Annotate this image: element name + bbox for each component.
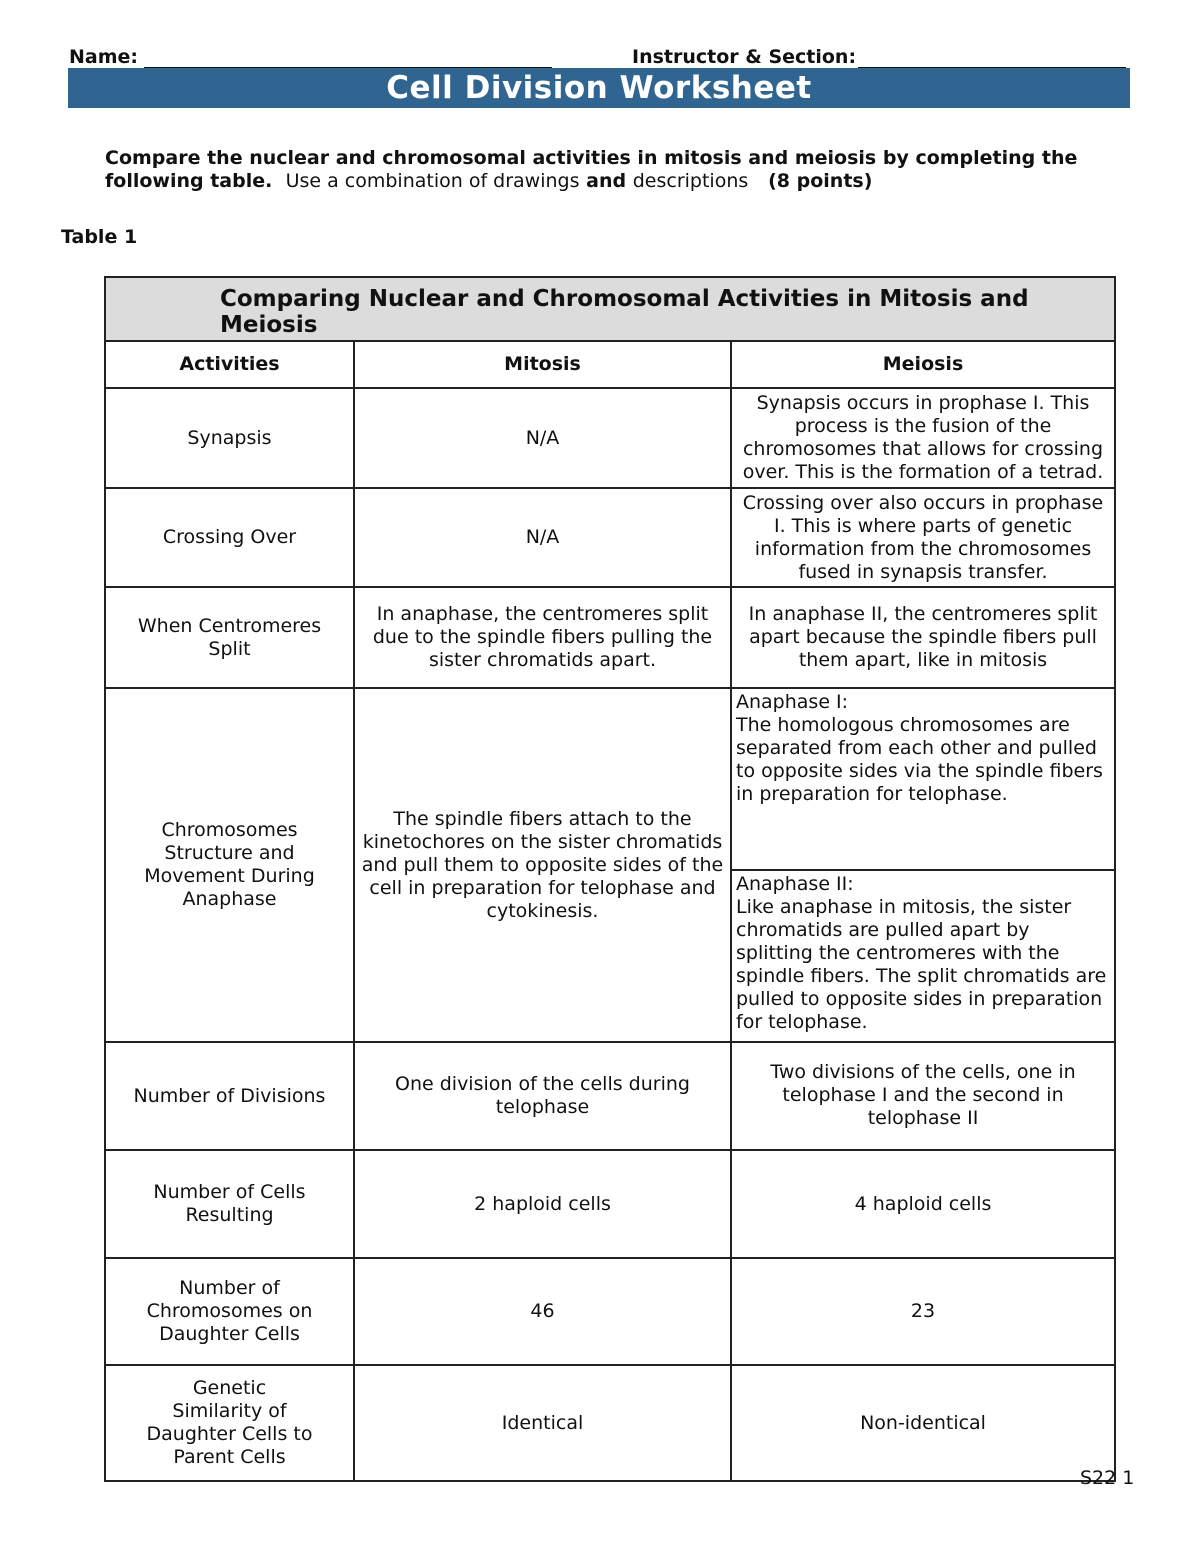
col-header-mitosis: Mitosis — [354, 341, 731, 388]
meiosis-cell[interactable]: In anaphase II, the centromeres split apart because the spindle fibers pull them apart, like in mitosis — [731, 587, 1115, 688]
header-row — [105, 341, 1115, 388]
meiosis-cell[interactable]: Two divisions of the cells, one in telophase I and the second in telophase II — [731, 1042, 1115, 1150]
instructor-section-blank[interactable] — [858, 47, 1126, 68]
activity-cell: Number of Cells Resulting — [105, 1150, 354, 1258]
meiosis-cell[interactable]: Crossing over also occurs in prophase I. This is where parts of genetic information from the chromosomes fused in synapsis transfer. — [731, 488, 1115, 587]
comparison-table — [104, 276, 1116, 1482]
table-row — [105, 1365, 1115, 1481]
activity-cell: Genetic Similarity of Daughter Cells to Parent Cells — [105, 1365, 354, 1481]
page-footer: S22 1 — [1080, 1467, 1135, 1489]
instructor-section-label: Instructor & Section: — [632, 46, 857, 68]
instructions — [105, 147, 1105, 193]
mitosis-cell[interactable]: N/A — [354, 388, 731, 488]
mitosis-cell[interactable]: 2 haploid cells — [354, 1150, 731, 1258]
activity-cell: Crossing Over — [105, 488, 354, 587]
meiosis-cell[interactable]: 23 — [731, 1258, 1115, 1365]
activity-cell: When Centromeres Split — [105, 587, 354, 688]
meiosis-anaphase-2-cell[interactable] — [731, 870, 1115, 1042]
instructions-normal-1: Use a combination of drawings — [285, 170, 580, 192]
name-field[interactable] — [69, 46, 552, 68]
meiosis-anaphase-1-cell[interactable] — [731, 688, 1115, 870]
activity-cell: Chromosomes Structure and Movement During Anaphase — [105, 688, 354, 1042]
mitosis-cell[interactable]: 46 — [354, 1258, 731, 1365]
meiosis-cell[interactable]: Synapsis occurs in prophase I. This process is the fusion of the chromosomes that allows for crossing over. This is the formation of a tetrad. — [731, 388, 1115, 488]
activity-cell: Number of Chromosomes on Daughter Cells — [105, 1258, 354, 1365]
activity-cell: Synapsis — [105, 388, 354, 488]
instructions-and: and — [586, 170, 627, 192]
col-header-activities: Activities — [105, 341, 354, 388]
name-label: Name: — [69, 46, 139, 68]
mitosis-cell[interactable]: The spindle fibers attach to the kinetochores on the sister chromatids and pull them to opposite sides of the cell in preparation for telophase and cytokinesis. — [354, 688, 731, 1042]
activity-cell: Number of Divisions — [105, 1042, 354, 1150]
table-title-row — [105, 277, 1115, 341]
instructions-points: (8 points) — [768, 170, 873, 192]
table-row — [105, 688, 1115, 870]
anaphase-2-text: Like anaphase in mitosis, the sister chromatids are pulled apart by splitting the centromeres with the spindle fibers. The split chromatids are pulled to opposite sides in preparation for telophase. — [736, 896, 1107, 1033]
mitosis-cell[interactable]: N/A — [354, 488, 731, 587]
anaphase-2-label: Anaphase II: — [736, 873, 854, 895]
anaphase-1-text: The homologous chromosomes are separated from each other and pulled to opposite sides via the spindle fibers in preparation for telophase. — [736, 714, 1103, 805]
mitosis-cell[interactable]: One division of the cells during telophase — [354, 1042, 731, 1150]
worksheet-title: Cell Division Worksheet — [68, 68, 1130, 108]
meiosis-cell[interactable]: Non-identical — [731, 1365, 1115, 1481]
col-header-meiosis: Meiosis — [731, 341, 1115, 388]
table-row — [105, 1258, 1115, 1365]
name-blank[interactable] — [144, 47, 552, 68]
instructions-bold: Compare the nuclear and chromosomal activities in mitosis and meiosis by completing the following table. — [105, 147, 1078, 192]
meiosis-cell[interactable]: 4 haploid cells — [731, 1150, 1115, 1258]
instructions-normal-2: descriptions — [632, 170, 749, 192]
table-row — [105, 1150, 1115, 1258]
table-row — [105, 388, 1115, 488]
anaphase-1-label: Anaphase I: — [736, 691, 849, 713]
mitosis-cell[interactable]: Identical — [354, 1365, 731, 1481]
table-row — [105, 1042, 1115, 1150]
table-row — [105, 587, 1115, 688]
instructor-section-field[interactable] — [632, 46, 1126, 68]
table-label: Table 1 — [61, 226, 138, 248]
table-row — [105, 488, 1115, 587]
mitosis-cell[interactable]: In anaphase, the centromeres split due to the spindle fibers pulling the sister chromatids apart. — [354, 587, 731, 688]
table-title: Comparing Nuclear and Chromosomal Activities in Mitosis and Meiosis — [105, 277, 1115, 341]
